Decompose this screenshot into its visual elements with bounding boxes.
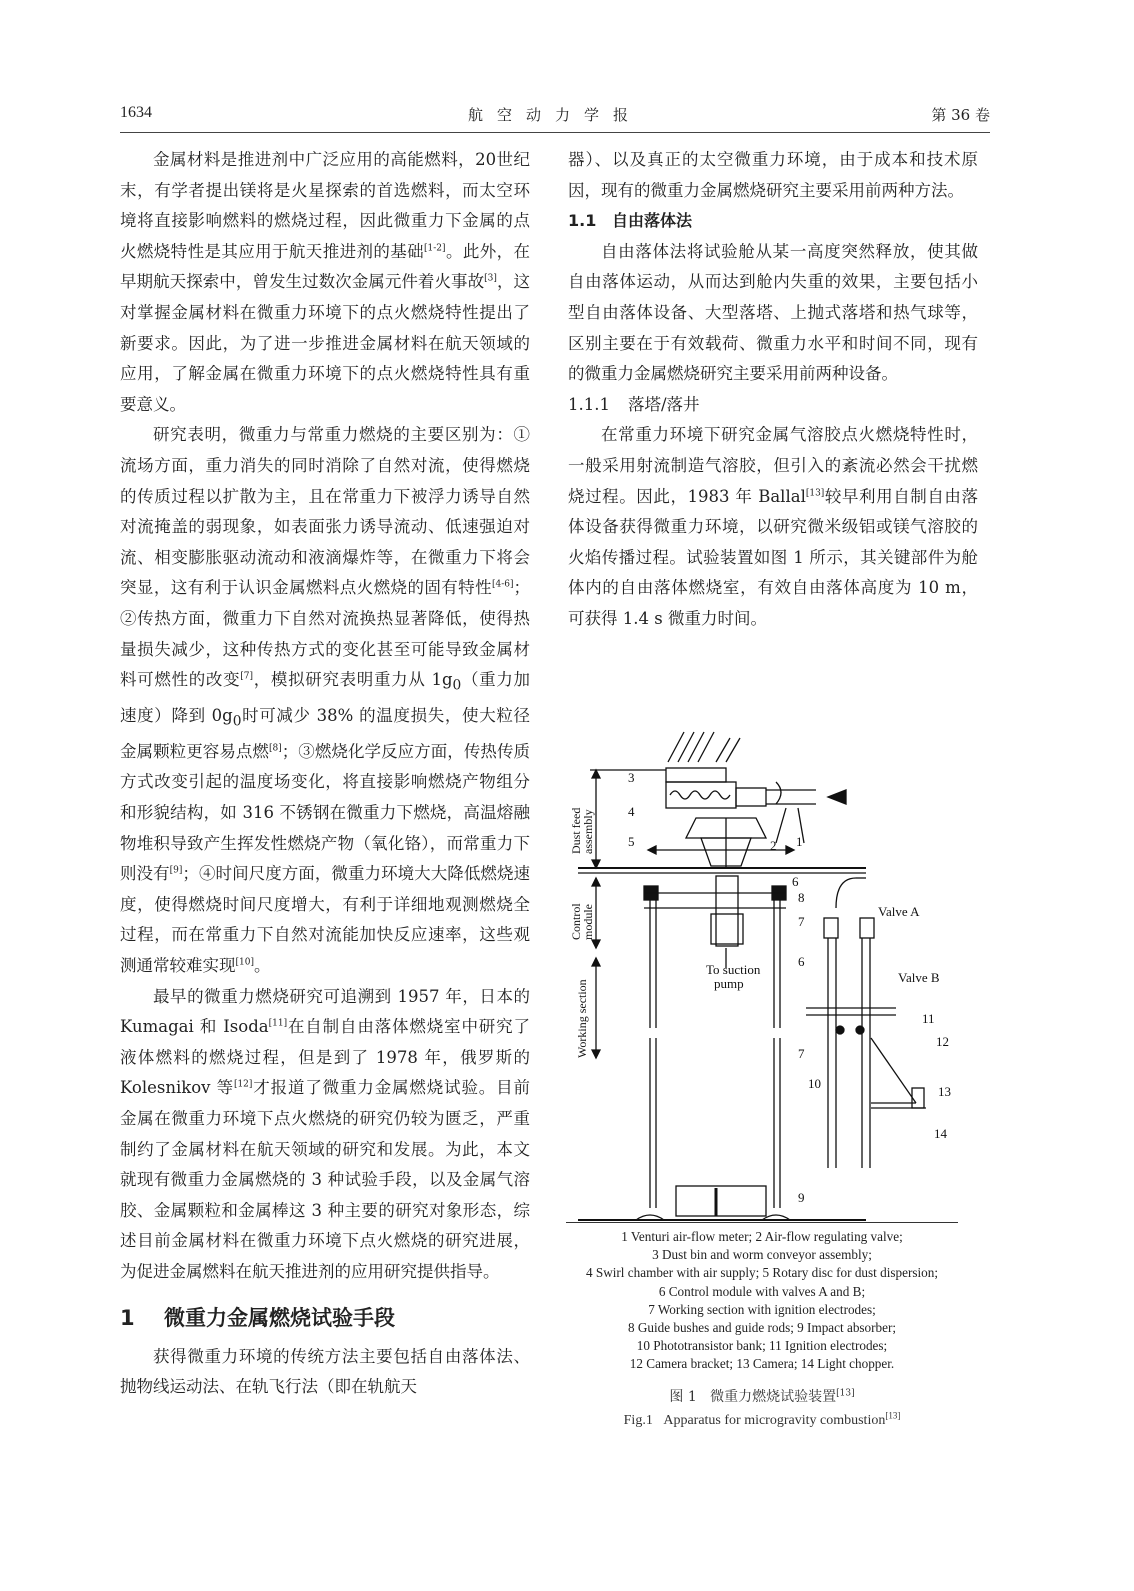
journal-title: 航空动力学报 xyxy=(467,106,642,124)
svg-text:13: 13 xyxy=(938,1084,951,1099)
page-number: 1634 xyxy=(120,104,152,121)
legend-line: 4 Swirl chamber with air supply; 5 Rotary disc for dust dispersion; xyxy=(586,1265,938,1281)
citation[interactable]: [10] xyxy=(235,957,254,968)
svg-text:Working section: Working section xyxy=(575,979,589,1058)
svg-text:5: 5 xyxy=(628,834,635,849)
svg-text:Control: Control xyxy=(569,903,583,940)
legend-line: 8 Guide bushes and guide rods; 9 Impact absorber; xyxy=(627,1320,897,1336)
paragraph-history: 最早的微重力燃烧研究可追溯到 1957 年，日本的 Kumagai 和 Isoda[11]在自制自由落体燃烧室中研究了液体燃料的燃烧过程，但是到了 1978 年，俄罗斯的 Kolesnikov 等[12]才报道了微重力金属燃烧试验。目前金属在微重力环境下点火燃烧的研究仍较为匮乏，严重制约了金属材料在航天领域的研究和发展。为此，本文就现有微重力金属燃烧的 3 种试验手段，以及金属气溶胶、金属颗粒和金属棒这 3 种主要的研究对象形态，综述目前金属材料在微重力环境下点火燃烧的研究进展，为促进金属燃料在航天推进剂的应用研究提供指导。 xyxy=(120,986,531,1281)
svg-text:Valve A: Valve A xyxy=(878,904,920,919)
right-column xyxy=(568,145,978,635)
figure-rule xyxy=(566,1222,958,1223)
figure-caption-en: Fig.1 Apparatus for microgravity combustion[13] xyxy=(623,1410,901,1428)
legend-line: 6 Control module with valves A and B; xyxy=(658,1283,866,1299)
legend-line: 1 Venturi air-flow meter; 2 Air-flow regulating valve; xyxy=(621,1229,903,1244)
citation[interactable]: [3] xyxy=(484,273,497,284)
svg-text:7: 7 xyxy=(798,1046,805,1061)
paragraph-drop-tower: 在常重力环境下研究金属气溶胶点火燃烧特性时，一般采用射流制造气溶胶，但引入的紊流必然会干扰燃烧过程。因此，1983 年 Ballal[13]较早利用自制自由落体设备获得微重力环境，以研究微米级铝或镁气溶胶的火焰传播过程。试验装置如图 1 所示，其关键部件为舱体内的自由落体燃烧室，有效自由落体高度为 10 m，可获得 1.4 s 微重力时间。 xyxy=(568,425,978,628)
svg-text:6: 6 xyxy=(792,874,799,889)
legend-line: 3 Dust bin and worm conveyor assembly; xyxy=(652,1247,872,1263)
left-column xyxy=(120,145,530,1403)
svg-text:Valve B: Valve B xyxy=(898,970,940,985)
section-heading: 1 微重力金属燃烧试验手段 xyxy=(120,1305,395,1330)
running-header xyxy=(120,104,990,130)
svg-text:pump: pump xyxy=(714,976,744,991)
figure-caption-cn: 图 1 微重力燃烧试验装置[13] xyxy=(669,1388,855,1405)
paragraph-intro: 金属材料是推进剂中广泛应用的高能燃料，20世纪末，有学者提出镁将是火星探索的首选燃料，而太空环境将直接影响燃料的燃烧过程，因此微重力下金属的点火燃烧特性是其应用于航天推进剂的基础[1-2]。此外，在早期航天探索中，曾发生过数次金属元件着火事故[3]，这对掌握金属材料在微重力环境下的点火燃烧特性提出了新要求。因此，为了进一步推进金属材料在航天领域的应用，了解金属在微重力环境下的点火燃烧特性具有重要意义。 xyxy=(120,150,531,414)
paragraph-free-fall: 自由落体法将试验舱从某一高度突然释放，使其做自由落体运动，从而达到舱内失重的效果，主要包括小型自由落体设备、大型落塔、上抛式落塔和热气球等，区别主要在于有效载荷、微重力水平和时间不同，现有的微重力金属燃烧研究主要采用前两种设备。 xyxy=(568,241,978,384)
citation[interactable]: [4-6] xyxy=(491,579,514,590)
svg-text:4: 4 xyxy=(628,804,635,819)
svg-text:assembly: assembly xyxy=(581,809,595,854)
citation[interactable]: [8] xyxy=(269,743,282,754)
paragraph-methods-cont: 器）、以及真正的太空微重力环境，由于成本和技术原因，现有的微重力金属燃烧研究主要采用前两种方法。 xyxy=(568,150,978,200)
svg-text:6: 6 xyxy=(798,954,805,969)
svg-text:module: module xyxy=(581,904,595,940)
legend-line: 7 Working section with ignition electrodes; xyxy=(648,1301,876,1317)
svg-text:9: 9 xyxy=(798,1190,805,1205)
subsection-heading: 1.1 自由落体法 xyxy=(568,211,693,231)
svg-text:3: 3 xyxy=(628,770,635,785)
header-rule xyxy=(120,132,990,133)
legend-line: 10 Phototransistor bank; 11 Ignition electrodes; xyxy=(636,1338,888,1354)
paragraph-methods: 获得微重力环境的传统方法主要包括自由落体法、抛物线运动法、在轨飞行法（即在轨航天 xyxy=(120,1346,530,1397)
figure-legend xyxy=(560,1228,964,1374)
volume-label: 第 36 卷 xyxy=(931,106,990,124)
legend-line: 12 Camera bracket; 13 Camera; 14 Light chopper. xyxy=(629,1356,895,1372)
citation[interactable]: [13] xyxy=(836,1388,855,1399)
svg-text:12: 12 xyxy=(936,1034,949,1049)
subsubsection-heading: 1.1.1 落塔/落井 xyxy=(568,394,700,414)
citation[interactable]: [12] xyxy=(233,1079,253,1090)
citation[interactable]: [11] xyxy=(268,1018,288,1029)
citation[interactable]: [7] xyxy=(240,671,254,682)
citation[interactable]: [1-2] xyxy=(424,243,446,254)
svg-text:11: 11 xyxy=(922,1011,935,1026)
figure-apparatus-diagram xyxy=(566,718,966,1238)
svg-text:To suction: To suction xyxy=(706,962,761,977)
svg-text:1: 1 xyxy=(796,834,803,849)
svg-text:8: 8 xyxy=(798,890,805,905)
citation[interactable]: [13] xyxy=(805,488,825,499)
svg-text:2: 2 xyxy=(770,838,777,853)
svg-text:10: 10 xyxy=(808,1076,821,1091)
svg-text:Dust feed: Dust feed xyxy=(569,807,583,854)
svg-text:14: 14 xyxy=(934,1126,947,1141)
paragraph-differences: 研究表明，微重力与常重力燃烧的主要区别为：①流场方面，重力消失的同时消除了自然对流，使得燃烧的传质过程以扩散为主，且在常重力下被浮力诱导自然对流掩盖的弱现象，如表面张力诱导流动、低速强迫对流、相变膨胀驱动流动和液滴爆炸等，在微重力下将会突显，这有利于认识金属燃料点火燃烧的固有特性[4-6]；②传热方面，微重力下自然对流换热显著降低，使得热量损失减少，这种传热方式的变化甚至可能导致金属材料可燃性的改变[7]，模拟研究表明重力从 $1g_0$（重力加速度）降到 $0g_0$时可减少 38% 的温度损失，使大粒径金属颗粒更容易点燃[8]；③燃烧化学反应方面，传热传质方式改变引起的温度场变化，将直接影响燃烧产物组分和形貌结构，如 316 不锈钢在微重力下燃烧，高温熔融物堆积导致产生挥发性燃烧产物（氧化铬），而常重力下则没有[9]；④时间尺度方面，微重力环境大大降低燃烧速度，使得燃烧时间尺度增大，有利于详细地观测燃烧全过程，而在常重力下自然对流能加快反应速率，这些观测通常较难实现[10]。 xyxy=(120,425,531,976)
svg-text:7: 7 xyxy=(798,914,805,929)
citation[interactable]: [13] xyxy=(885,1410,901,1421)
citation[interactable]: [9] xyxy=(169,865,183,876)
